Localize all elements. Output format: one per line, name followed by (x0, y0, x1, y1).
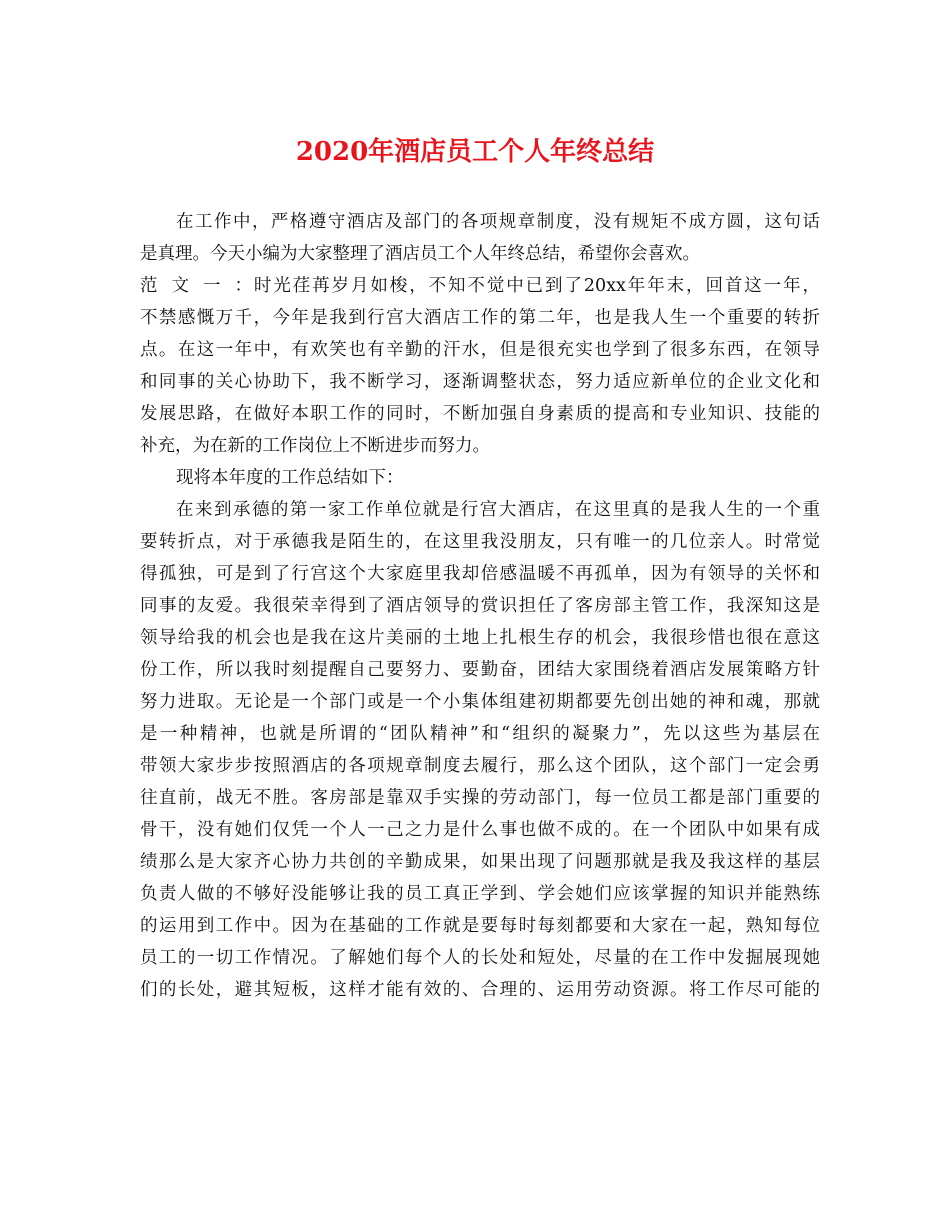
body-line: 在来到承德的第一家工作单位就是行宫大酒店，在这里真的是我人生的一个重 (176, 500, 820, 520)
body-line: 努力进取。无论是一个部门或是一个小集体组建初期都要先创出她的神和魂，那就 (140, 692, 820, 712)
body-line: 负责人做的不够好没能够让我的员工真正学到、学会她们应该掌握的知识并能熟练 (140, 884, 820, 904)
summary-intro: 现将本年度的工作总结如下： (176, 468, 404, 488)
body-line: 的运用到工作中。因为在基础的工作就是要每时每刻都要和大家在一起，熟知每位 (140, 916, 820, 936)
body-line: 员工的一切工作情况。了解她们每个人的长处和短处，尽量的在工作中发掘展现她 (140, 948, 820, 968)
sample-text: 时光荏苒岁月如梭，不知不觉中已到了20xx年年末，回首这一年， (252, 276, 820, 296)
sample-line: 不禁感慨万千，今年是我到行宫大酒店工作的第二年，也是我人生一个重要的转折 (140, 308, 820, 328)
document-body (140, 206, 820, 1006)
sample-line: 补充，为在新的工作岗位上不断进步而努力。 (140, 436, 490, 456)
body-line: 领导给我的机会也是我在这片美丽的土地上扎根生存的机会，我很珍惜也很在意这 (140, 628, 820, 648)
sample-line: 点。在这一年中，有欢笑也有辛勤的汗水，但是很充实也学到了很多东西，在领导 (140, 340, 820, 360)
body-line: 绩那么是大家齐心协力共创的辛勤成果，如果出现了问题那就是我及我这样的基层 (140, 852, 820, 872)
sample-label: 范文一： (140, 276, 252, 296)
body-line: 骨干，没有她们仅凭一个人一己之力是什么事也做不成的。在一个团队中如果有成 (140, 820, 820, 840)
sample-line: 和同事的关心协助下，我不断学习，逐渐调整状态，努力适应新单位的企业文化和 (140, 372, 820, 392)
sample-first-line (140, 270, 820, 302)
intro-line: 是真理。今天小编为大家整理了酒店员工个人年终总结，希望你会喜欢。 (140, 244, 700, 264)
body-line: 得孤独，可是到了行宫这个大家庭里我却倍感温暖不再孤单，因为有领导的关怀和 (140, 564, 820, 584)
body-line: 是一种精神，也就是所谓的“团队精神”和“组织的凝聚力”，先以这些为基层在 (140, 724, 820, 744)
document-title: 2020年酒店员工个人年终总结 (295, 137, 655, 167)
body-line: 份工作，所以我时刻提醒自己要努力、要勤奋，团结大家围绕着酒店发展策略方针 (140, 660, 820, 680)
intro-line: 在工作中，严格遵守酒店及部门的各项规章制度，没有规矩不成方圆，这句话 (176, 212, 820, 232)
body-line: 往直前，战无不胜。客房部是靠双手实操的劳动部门，每一位员工都是部门重要的 (140, 788, 820, 808)
body-line: 们的长处，避其短板，这样才能有效的、合理的、运用劳动资源。将工作尽可能的 (140, 980, 820, 1000)
body-line: 同事的友爱。我很荣幸得到了酒店领导的赏识担任了客房部主管工作，我深知这是 (140, 596, 820, 616)
body-line: 要转折点，对于承德我是陌生的，在这里我没朋友，只有唯一的几位亲人。时常觉 (140, 532, 820, 552)
sample-line: 发展思路，在做好本职工作的同时，不断加强自身素质的提高和专业知识、技能的 (140, 404, 820, 424)
body-line: 带领大家步步按照酒店的各项规章制度去履行，那么这个团队，这个部门一定会勇 (140, 756, 820, 776)
